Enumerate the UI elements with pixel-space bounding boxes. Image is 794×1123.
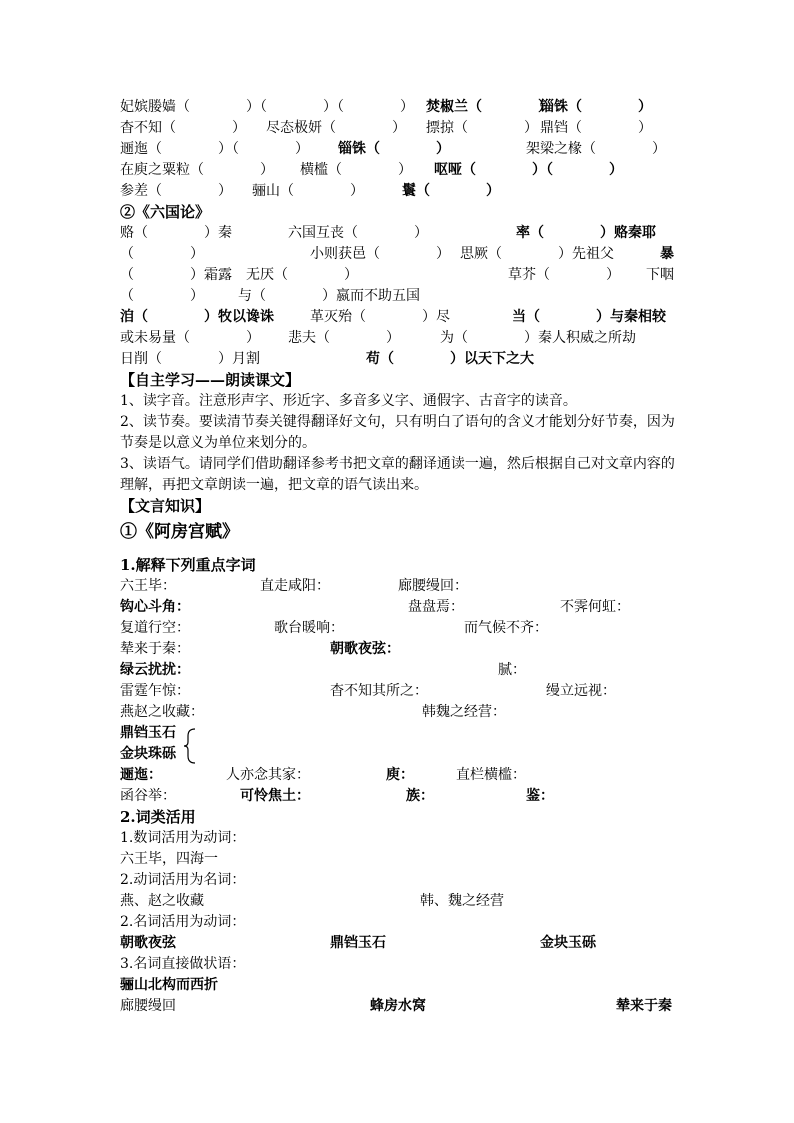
text-line — [120, 370, 680, 391]
text-line — [120, 307, 680, 328]
text-segment: 金块珠砾 — [120, 746, 176, 762]
text-line — [120, 723, 680, 744]
text-segment: 思厥（ ）先祖父 — [460, 246, 614, 262]
text-segment: 腻： — [498, 662, 526, 678]
text-line — [120, 454, 680, 475]
text-line — [120, 244, 680, 265]
text-segment: 燕、赵之收藏 — [120, 893, 204, 909]
text-segment: 草芥（ ） — [508, 267, 620, 283]
text-line — [120, 786, 680, 807]
text-line — [120, 433, 680, 454]
text-segment: 尽态极妍（ ） — [266, 120, 406, 136]
text-line — [120, 660, 680, 681]
text-line — [120, 202, 680, 223]
text-line — [120, 555, 680, 576]
text-segment: 直栏横槛： — [456, 767, 526, 783]
text-segment: 鼎铛玉石 — [120, 725, 176, 741]
text-segment: 骊山北构而西折 — [120, 977, 218, 993]
text-line — [120, 933, 680, 954]
text-segment: 辇来于秦 — [616, 998, 672, 1014]
text-line — [120, 870, 680, 891]
text-segment: 当（ ）与秦相较 — [512, 309, 666, 325]
text-line — [120, 97, 680, 118]
text-line — [120, 139, 680, 160]
text-line — [120, 597, 680, 618]
text-line — [120, 522, 680, 543]
text-line — [120, 576, 680, 597]
text-segment: 逦迤： — [120, 767, 162, 783]
text-segment: 1.解释下列重点字词 — [120, 556, 256, 574]
text-segment: 【自主学习——朗读课文】 — [120, 371, 301, 389]
text-line — [120, 412, 680, 433]
text-segment: 1、读字音。注意形声字、形近字、多音多义字、通假字、古音字的读音。 — [120, 393, 577, 409]
text-segment: 鬟（ ） — [402, 183, 500, 199]
text-line — [120, 681, 680, 702]
text-segment: 3、读语气。请同学们借助翻译参考书把文章的翻译通读一遍，然后根据自己对文章内容的 — [120, 456, 675, 472]
text-line — [120, 975, 680, 996]
text-segment: （ ）霜露 无厌（ ） — [120, 267, 358, 283]
text-segment: （ ） — [120, 246, 204, 262]
text-segment: 朝歌夜弦： — [330, 641, 400, 657]
text-segment: 横槛（ ） — [300, 162, 412, 178]
text-line — [120, 286, 680, 307]
text-segment: 鼎铛（ ） — [540, 120, 652, 136]
text-line — [120, 639, 680, 660]
text-line — [120, 891, 680, 912]
text-segment: 逦迤（ ）（ ） — [120, 141, 309, 157]
text-segment: 日削（ ）月割 — [120, 351, 260, 367]
text-line — [120, 181, 680, 202]
text-segment: 为（ ）秦人积威之所劫 — [440, 330, 636, 346]
text-segment: 族： — [406, 788, 434, 804]
text-line — [120, 265, 680, 286]
text-segment: 直走咸阳： — [260, 578, 330, 594]
text-segment: 韩、魏之经营 — [420, 893, 504, 909]
text-segment: 杳不知（ ） — [120, 120, 246, 136]
text-segment: 苟（ ）以天下之大 — [366, 351, 534, 367]
text-line — [120, 849, 680, 870]
text-line — [120, 328, 680, 349]
text-line — [120, 702, 680, 723]
text-segment: 歌台暖响： — [274, 620, 344, 636]
text-segment: 革灭殆（ ）尽 — [310, 309, 450, 325]
text-segment: 1.数词活用为动词： — [120, 830, 246, 846]
text-segment: 【文言知识】 — [120, 497, 211, 515]
text-segment: 2.动词活用为名词： — [120, 872, 246, 888]
text-segment: ①《阿房宫赋》 — [120, 522, 239, 542]
text-line — [120, 954, 680, 975]
text-segment: 蜂房水窝 — [370, 998, 426, 1014]
text-line — [120, 996, 680, 1017]
text-segment: 率（ ）赂秦耶 — [516, 225, 656, 241]
text-segment: 廊腰缦回： — [398, 578, 468, 594]
text-segment: 理解，再把文章朗读一遍，把文章的语气读出来。 — [120, 477, 428, 493]
text-segment: 架梁之椽（ ） — [526, 141, 666, 157]
text-segment: 赂（ ）秦 — [120, 225, 232, 241]
text-segment: 2.词类活用 — [120, 808, 196, 826]
text-line — [120, 118, 680, 139]
text-segment: 杳不知其所之： — [330, 683, 428, 699]
text-segment: 摽掠（ ） — [426, 120, 538, 136]
text-segment: （ ） — [120, 288, 204, 304]
text-segment: 在庾之粟粒（ ） — [120, 162, 274, 178]
text-segment: ②《六国论》 — [120, 203, 211, 221]
text-segment: 3.名词直接做状语： — [120, 956, 246, 972]
text-segment: 洎（ ）牧以谗诛 — [120, 309, 274, 325]
text-segment: 六国互丧（ ） — [288, 225, 428, 241]
text-segment: 妃嫔媵嫱（ ）（ ）（ ） — [120, 99, 414, 115]
text-line — [120, 496, 680, 517]
text-line — [120, 765, 680, 786]
text-segment: 锱铢（ ） — [540, 99, 652, 115]
text-segment: 锱铢（ ） — [338, 141, 450, 157]
text-segment: 小则获邑（ ） — [310, 246, 450, 262]
text-segment: 悲夫（ ） — [288, 330, 400, 346]
text-line — [120, 744, 680, 765]
text-segment: 可怜焦土： — [240, 788, 310, 804]
text-segment: 下咽 — [646, 267, 674, 283]
text-segment: 廊腰缦回 — [120, 998, 176, 1014]
text-segment: 而气候不齐： — [464, 620, 548, 636]
text-segment: 金块玉砾 — [540, 935, 596, 951]
text-segment: 人亦念其家： — [226, 767, 310, 783]
text-line — [120, 475, 680, 496]
text-segment: 参差（ ） — [120, 183, 232, 199]
text-line — [120, 223, 680, 244]
text-segment: 不霁何虹： — [560, 599, 630, 615]
text-segment: 节奏是以意义为单位来划分的。 — [120, 435, 316, 451]
text-segment: 雷霆乍惊： — [120, 683, 190, 699]
text-line — [120, 618, 680, 639]
text-segment: 呕哑（ ）（ ） — [434, 162, 623, 178]
text-segment: 鼎铛玉石 — [330, 935, 386, 951]
text-segment: 朝歌夜弦 — [120, 935, 176, 951]
text-segment: 缦立远视： — [546, 683, 616, 699]
text-line — [120, 391, 680, 412]
text-segment: 与（ ）嬴而不助五国 — [238, 288, 420, 304]
text-line — [120, 349, 680, 370]
text-segment: 六王毕： — [120, 578, 176, 594]
text-segment: 2、读节奏。要读清节奏关键得翻译好文句，只有明白了语句的含义才能划分好节奏，因为 — [120, 414, 675, 430]
text-segment: 燕赵之收藏： — [120, 704, 204, 720]
text-segment: 钩心斗角： — [120, 599, 190, 615]
text-line — [120, 807, 680, 828]
text-line — [120, 160, 680, 181]
text-line — [120, 912, 680, 933]
text-segment: 庾： — [386, 767, 414, 783]
text-line — [120, 828, 680, 849]
text-segment: 辇来于秦： — [120, 641, 190, 657]
text-segment: 鉴： — [526, 788, 554, 804]
text-segment: 暴 — [660, 246, 674, 262]
text-segment: 盘盘焉： — [408, 599, 464, 615]
text-segment: 骊山（ ） — [252, 183, 364, 199]
text-segment: 复道行空： — [120, 620, 190, 636]
text-segment: 焚椒兰（ ） — [426, 99, 552, 115]
text-segment: 六王毕，四海一 — [120, 851, 218, 867]
text-segment: 函谷举： — [120, 788, 176, 804]
text-segment: 绿云扰扰： — [120, 662, 190, 678]
text-segment: 韩魏之经营： — [422, 704, 506, 720]
text-segment: 2.名词活用为动词： — [120, 914, 246, 930]
text-segment: 或未易量（ ） — [120, 330, 260, 346]
